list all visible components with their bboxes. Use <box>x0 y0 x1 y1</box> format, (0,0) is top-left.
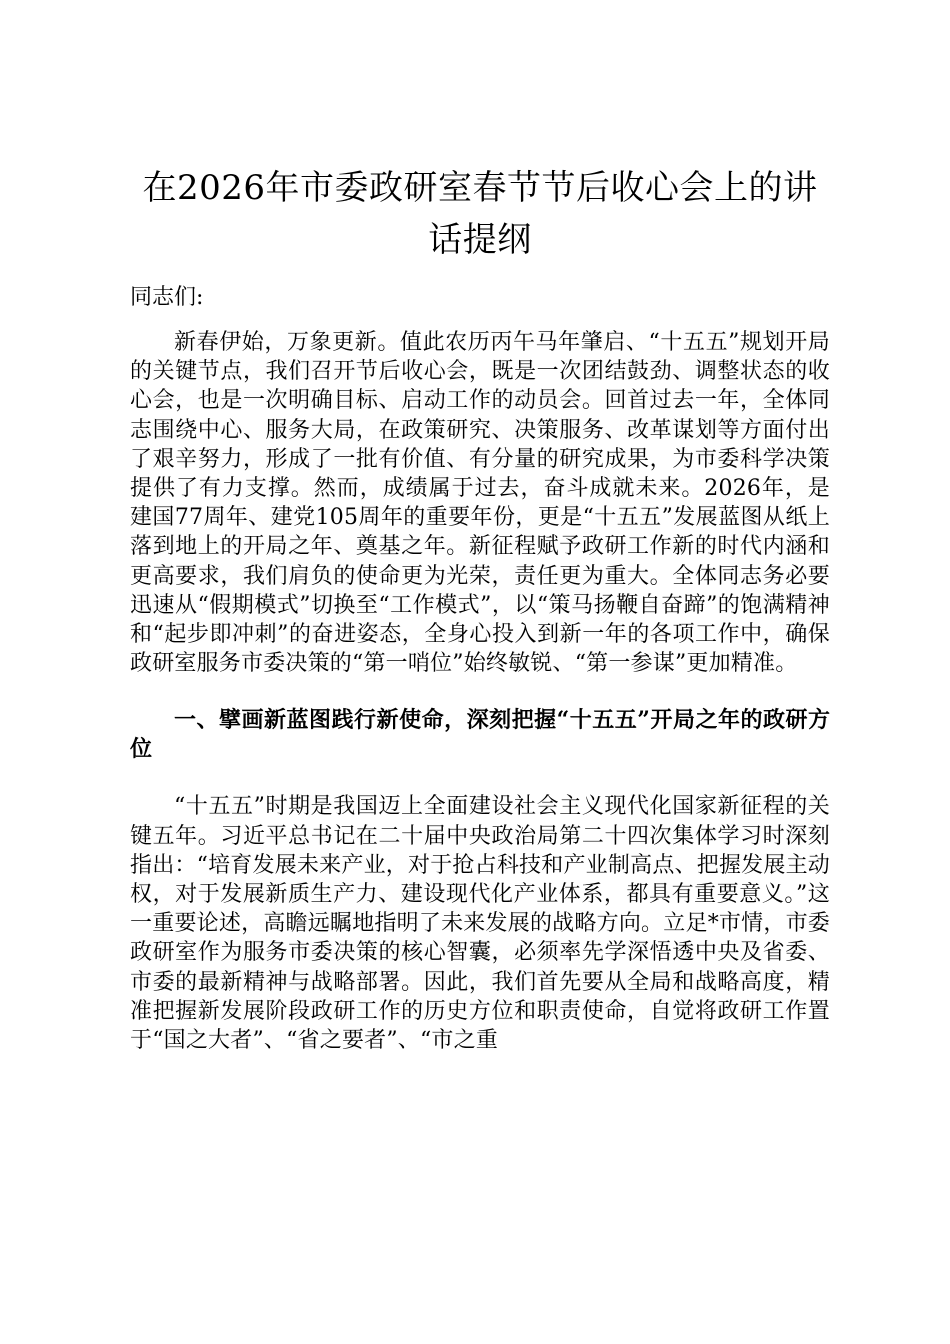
document-page <box>130 162 830 1083</box>
section-heading-1: 一、擘画新蓝图践行新使命，深刻把握“十五五”开局之年的政研方位 <box>130 707 830 763</box>
section-1-paragraph: “十五五”时期是我国迈上全面建设社会主义现代化国家新征程的关键五年。习近平总书记在二十届中央政治局第二十四次集体学习时深刻指出：“培育发展未来产业，对于抢占科技和产业制高点、把握发展主动权，对于发展新质生产力、建设现代化产业体系，都具有重要意义。”这一重要论述，高瞻远瞩地指明了未来发展的战略方向。立足*市情，市委政研室作为服务市委决策的核心智囊，必须率先学深悟透中央及省委、市委的最新精神与战略部署。因此，我们首先要从全局和战略高度，精准把握新发展阶段政研工作的历史方位和职责使命，自觉将政研工作置于“国之大者”、“省之要者”、“市之重 <box>130 794 830 1054</box>
intro-paragraph: 新春伊始，万象更新。值此农历丙午马年肇启、“十五五”规划开局的关键节点，我们召开节后收心会，既是一次团结鼓劲、调整状态的收心会，也是一次明确目标、启动工作的动员会。回首过去一年，全体同志围绕中心、服务大局，在政策研究、决策服务、改革谋划等方面付出了艰辛努力，形成了一批有价值、有分量的研究成果，为市委科学决策提供了有力支撑。然而，成绩属于过去，奋斗成就未来。2026年，是建国77周年、建党105周年的重要年份，更是“十五五”发展蓝图从纸上落到地上的开局之年、奠基之年。新征程赋予政研工作新的时代内涵和更高要求，我们肩负的使命更为光荣，责任更为重大。全体同志务必要迅速从“假期模式”切换至“工作模式”，以“策马扬鞭自奋蹄”的饱满精神和“起步即冲刺”的奋进姿态，全身心投入到新一年的各项工作中，确保政研室服务市委决策的“第一哨位”始终敏锐、“第一参谋”更加精准。 <box>130 330 830 677</box>
document-title: 在2026年市委政研室春节节后收心会上的讲话提纲 <box>142 168 818 260</box>
salutation: 同志们: <box>130 285 204 310</box>
